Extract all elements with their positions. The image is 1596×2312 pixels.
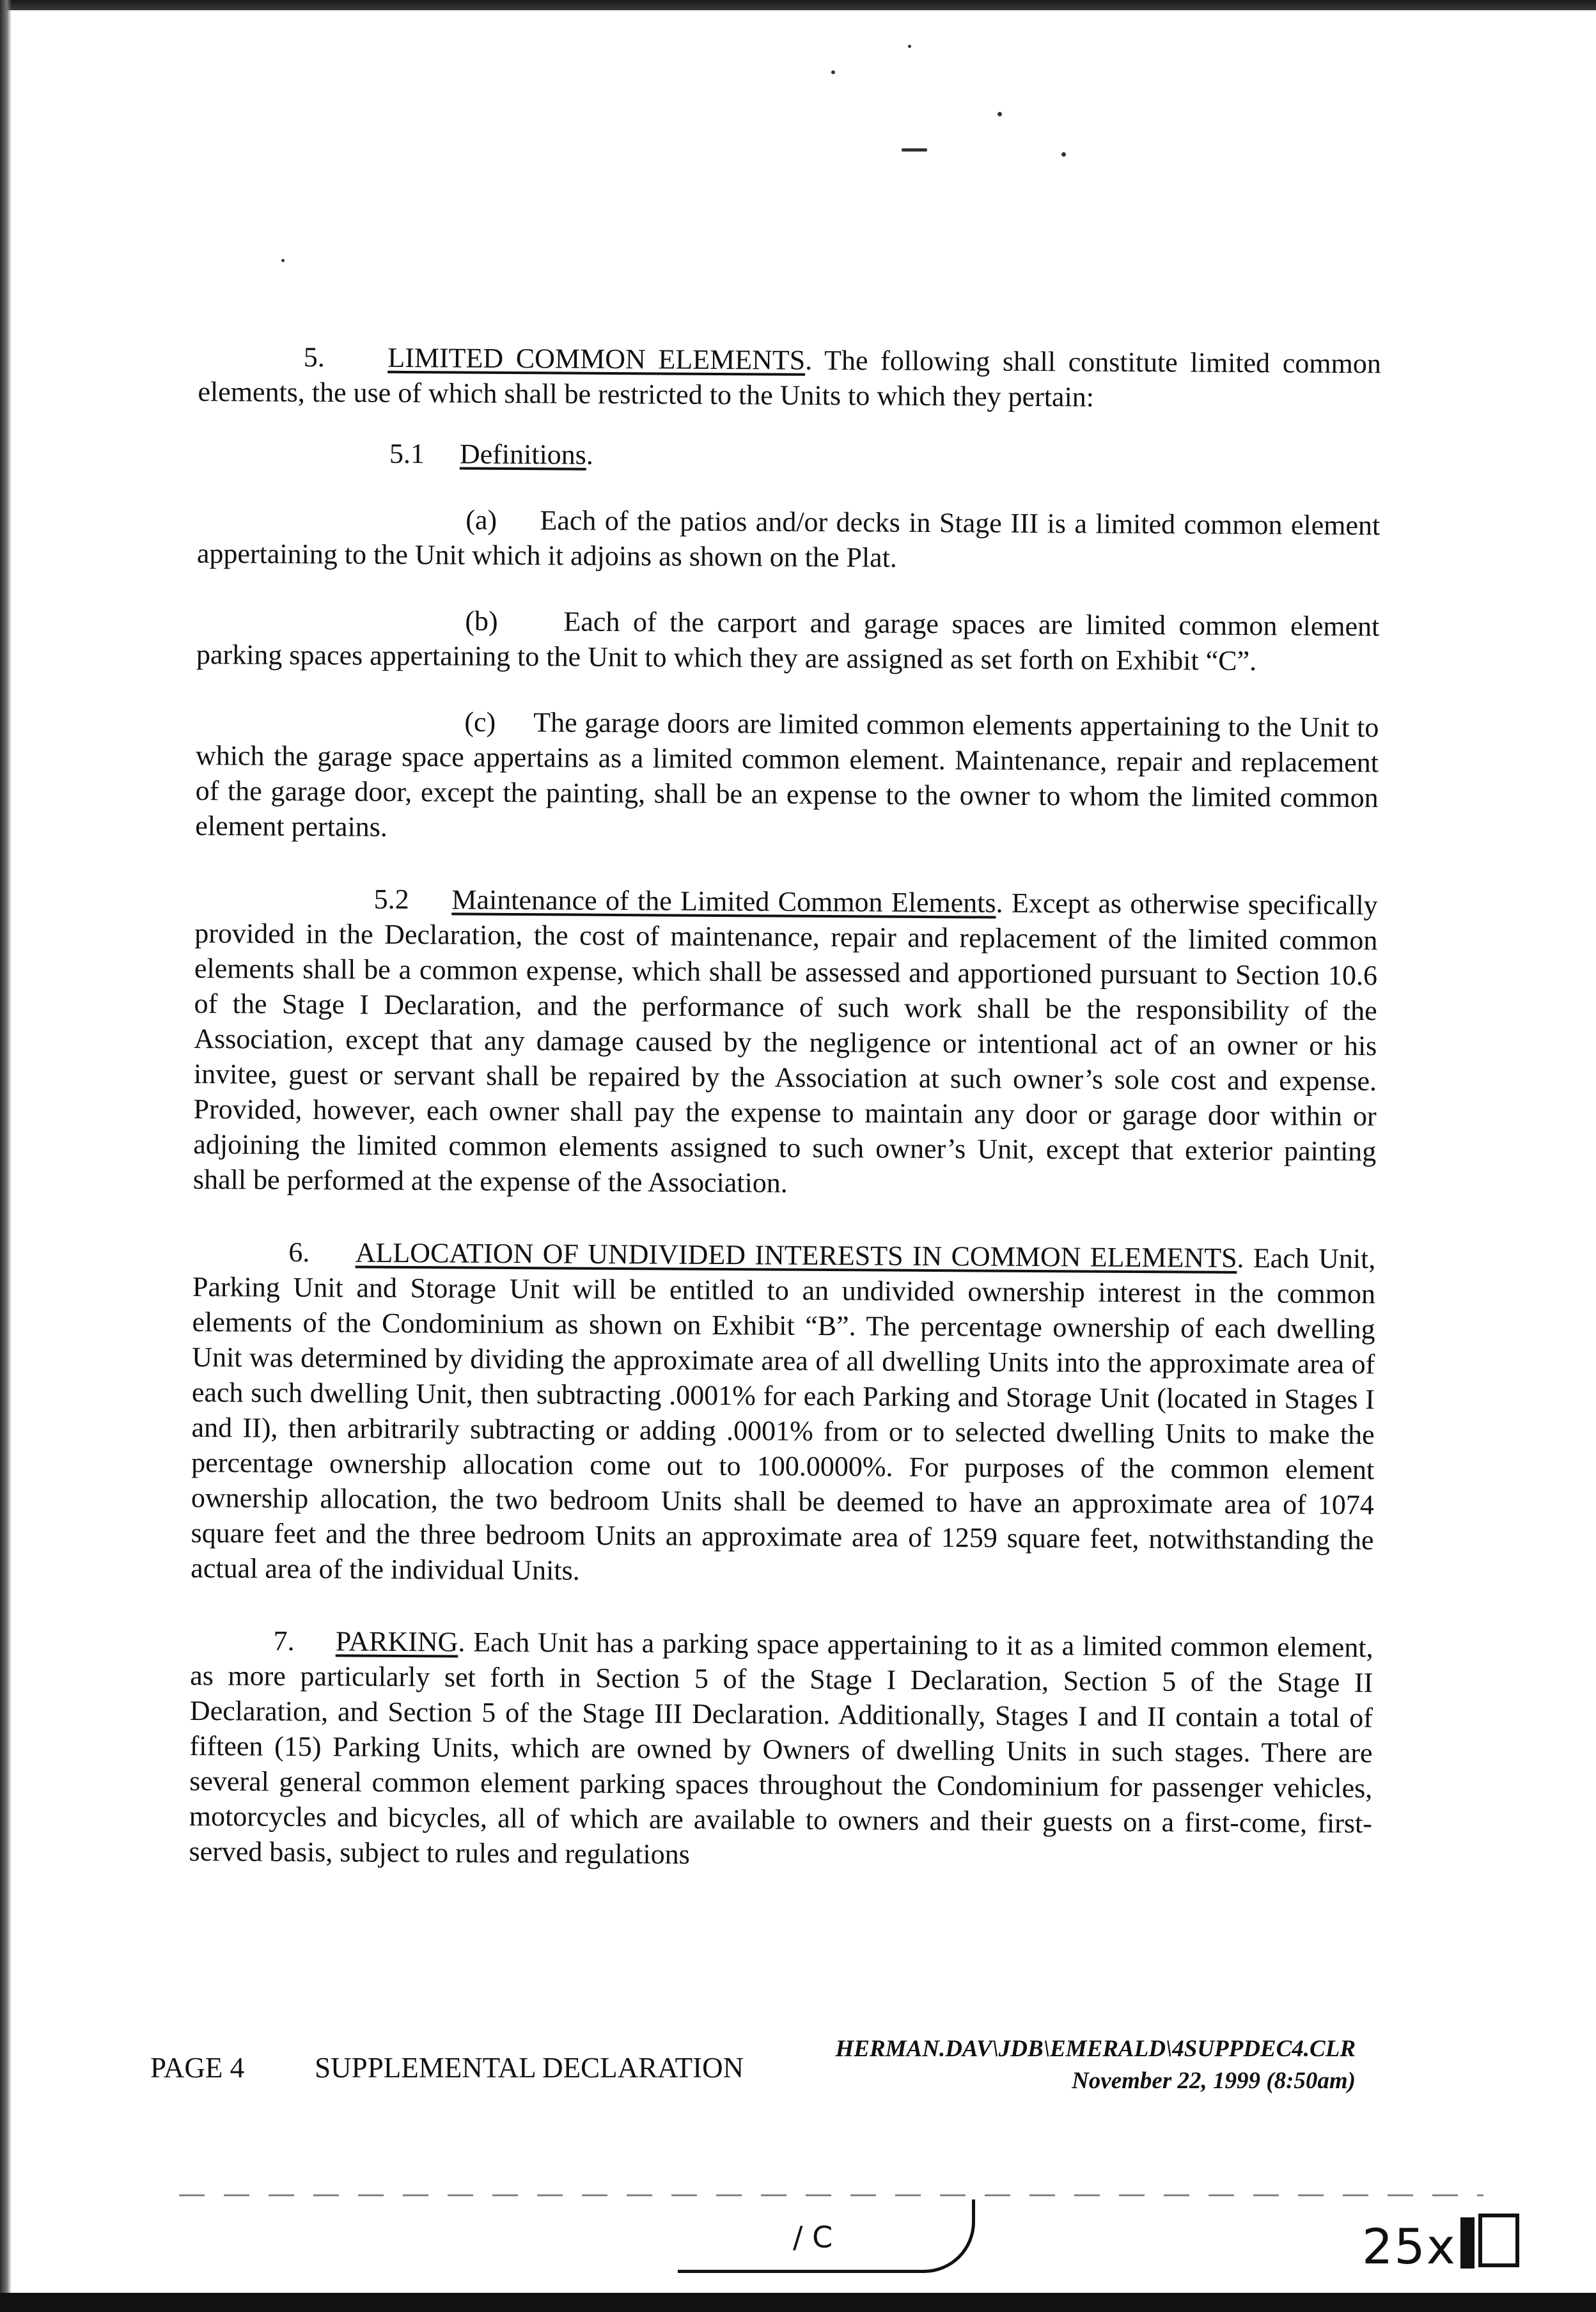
scan-speck	[997, 112, 1002, 116]
definition-label-a: (a)	[465, 504, 497, 536]
footer-file-path: HERMAN.DAV\JDB\EMERALD\4SUPPDEC4.CLR	[835, 2036, 1356, 2062]
definition-text-c: The garage doors are limited common elements appertaining to the Unit to which the garage space appertains as a limited common element. Maintenance, repair and replacement of the garage door, except the painting, shall be an expense to the owner to whom the limited common element pertains.	[195, 707, 1379, 843]
section-5-2-title: Maintenance of the Limited Common Elements	[451, 884, 996, 919]
brace-annotation: / C	[793, 2220, 833, 2254]
definition-item-c	[195, 703, 1379, 850]
section-7-text: . Each Unit has a parking space appertaining to it as a limited common element, as more particularly set forth in Section 5 of the Stage I Declaration, Section 5 of the Stage II Declaration, and Section 5 of the Stage III Declaration. Additionally, Stages I and II contain a total of fifteen (15) Parking Units, which are owned by Owners of dwelling Units in such stages. There are several general common element parking spaces throughout the Condominium for passenger vehicles, motorcycles and bicycles, all of which are available to owners and their guests on a first-come, first-served basis, subject to rules and regulations	[189, 1626, 1373, 1870]
stamp-box-mark	[1478, 2214, 1519, 2267]
section-5-2-paragraph	[193, 880, 1378, 1204]
section-6-paragraph	[191, 1234, 1375, 1593]
section-7-number: 7.	[273, 1625, 295, 1657]
section-5-title: LIMITED COMMON ELEMENTS	[387, 341, 806, 376]
definition-text-b: Each of the carport and garage spaces are limited common element parking spaces appertaining to the Unit to which they are assigned as set forth on Exhibit “C”.	[196, 605, 1380, 677]
scan-border-left	[0, 0, 12, 2312]
footer-left	[150, 2051, 744, 2084]
footer-document-title: SUPPLEMENTAL DECLARATION	[315, 2052, 744, 2084]
page-number: PAGE 4	[150, 2052, 245, 2084]
section-5-1-heading: 5.1 Definitions.	[389, 437, 594, 471]
stamp-text: 25x	[1362, 2218, 1457, 2275]
section-7-paragraph	[189, 1623, 1373, 1876]
definition-label-b: (b)	[465, 605, 498, 637]
section-7-title: PARKING	[335, 1625, 458, 1658]
footer-date: November 22, 1999 (8:50am)	[1072, 2068, 1356, 2094]
scan-speck	[908, 45, 911, 48]
section-5-number: 5.	[303, 341, 325, 373]
section-5-1-number: 5.1	[389, 437, 425, 470]
section-5-paragraph	[198, 339, 1381, 416]
section-6-text: . Each Unit, Parking Unit and Storage Unit will be entitled to an undivided ownership interest in the common elements of the Condominium as shown on Exhibit “B”. The percentage ownership of each dwelling Unit was determined by dividing the approximate area of all dwelling Units into the approximate area of each such dwelling Unit, then subtracting .0001% for each Parking and Storage Unit (located in Stages I and II), then arbitrarily subtracting or adding .0001% from or to selected dwelling Units to make the percentage ownership allocation come out to 100.0000%. For purposes of the common element ownership allocation, the two bedroom Units shall be deemed to have an approximate area of 1074 square feet and the three bedroom Units an approximate area of 1259 square feet, notwithstanding the actual area of the individual Units.	[191, 1242, 1376, 1586]
section-6-number: 6.	[288, 1236, 310, 1269]
document-body	[189, 339, 1381, 1876]
scan-speck	[831, 70, 835, 74]
definition-item-a	[197, 501, 1381, 578]
definition-label-c: (c)	[464, 706, 496, 738]
section-5-intro: . The following shall constitute limited common elements, the use of which shall be restricted to the Units to which they pertain:	[198, 344, 1381, 413]
definition-item-b	[196, 602, 1380, 679]
section-5-2-text: . Except as otherwise specifically provided in the Declaration, the cost of maintenance, repair and replacement of the limited common elements shall be a common expense, which shall be assessed and apportioned pursuant to Section 10.6 of the Stage I Declaration, and the performance of such work shall be the responsibility of the Association, except that any damage caused by the negligence or intentional act of an owner or his invitee, guest or servant shall be repaired by the Association at such owner’s sole cost and expense. Provided, however, each owner shall pay the expense to maintain any door or garage door within or adjoining the limited common elements assigned to such owner’s Unit, except that exterior painting shall be performed at the expense of the Association.	[192, 887, 1378, 1199]
scan-border-bottom	[0, 2293, 1596, 2312]
footer-file-info	[806, 2033, 1356, 2097]
scan-stamp	[1362, 2214, 1519, 2275]
section-5-1-title: Definitions	[459, 438, 587, 471]
scan-speck	[902, 148, 927, 152]
scan-border-top	[0, 0, 1596, 10]
definition-text-a: Each of the patios and/or decks in Stage III is a limited common element appertaining to the Unit which it adjoins as shown on the Plat.	[196, 504, 1381, 574]
section-5-2-number: 5.2	[373, 883, 409, 916]
stamp-bar-mark	[1460, 2217, 1475, 2269]
bottom-rule	[179, 2194, 1483, 2196]
section-6-title: ALLOCATION OF UNDIVIDED INTERESTS IN COMMON ELEMENTS	[355, 1237, 1237, 1274]
scan-speck	[1061, 152, 1066, 157]
scan-speck	[281, 259, 285, 262]
